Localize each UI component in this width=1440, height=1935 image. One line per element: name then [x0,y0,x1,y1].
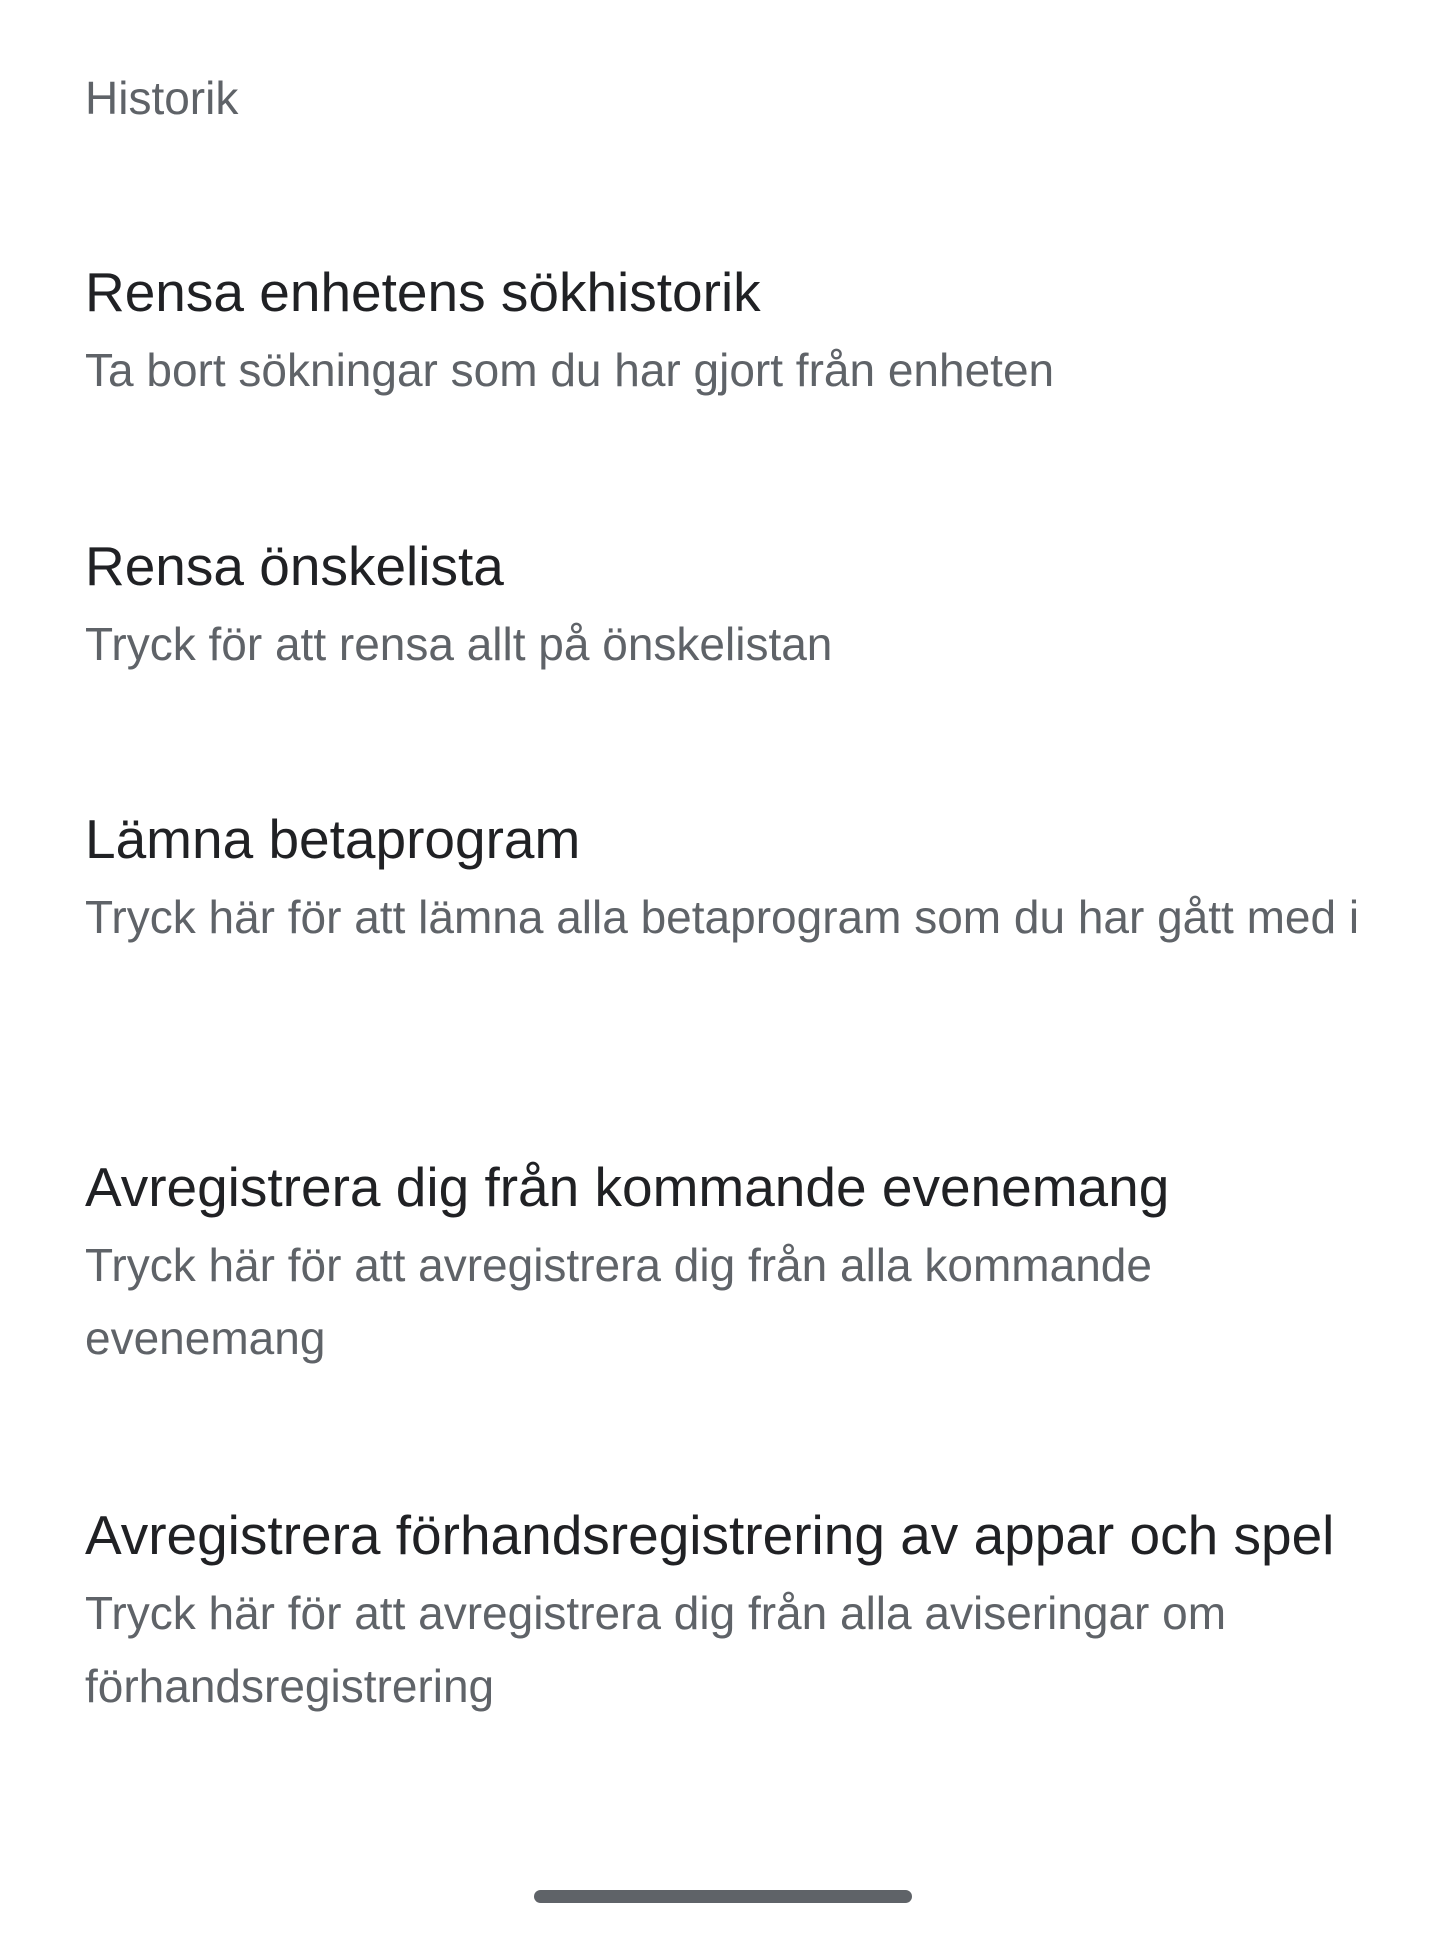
item-title: Avregistrera dig från kommande evenemang [85,1156,1170,1218]
unregister-events-item[interactable] [85,1145,1375,1375]
clear-wishlist-item[interactable] [85,524,1375,681]
navigation-gesture-bar[interactable] [534,1890,912,1903]
leave-beta-programs-item[interactable] [85,797,1375,954]
unregister-preregistration-item[interactable] [85,1493,1375,1723]
item-title: Rensa enhetens sökhistorik [85,261,761,323]
clear-search-history-item[interactable] [85,250,1375,407]
item-subtitle: Tryck här för att avregistrera dig från alla kommande evenemang [85,1239,1152,1364]
item-title: Avregistrera förhandsregistrering av appar och spel [85,1504,1335,1566]
item-title: Rensa önskelista [85,535,504,597]
item-subtitle: Tryck här för att avregistrera dig från alla aviseringar om förhandsregistrering [85,1587,1227,1712]
item-title: Lämna betaprogram [85,808,581,870]
section-header-historik: Historik [85,72,239,124]
item-subtitle: Tryck här för att lämna alla betaprogram som du har gått med i [85,891,1360,943]
item-subtitle: Ta bort sökningar som du har gjort från enheten [85,344,1055,396]
item-subtitle: Tryck för att rensa allt på önskelistan [85,618,833,670]
